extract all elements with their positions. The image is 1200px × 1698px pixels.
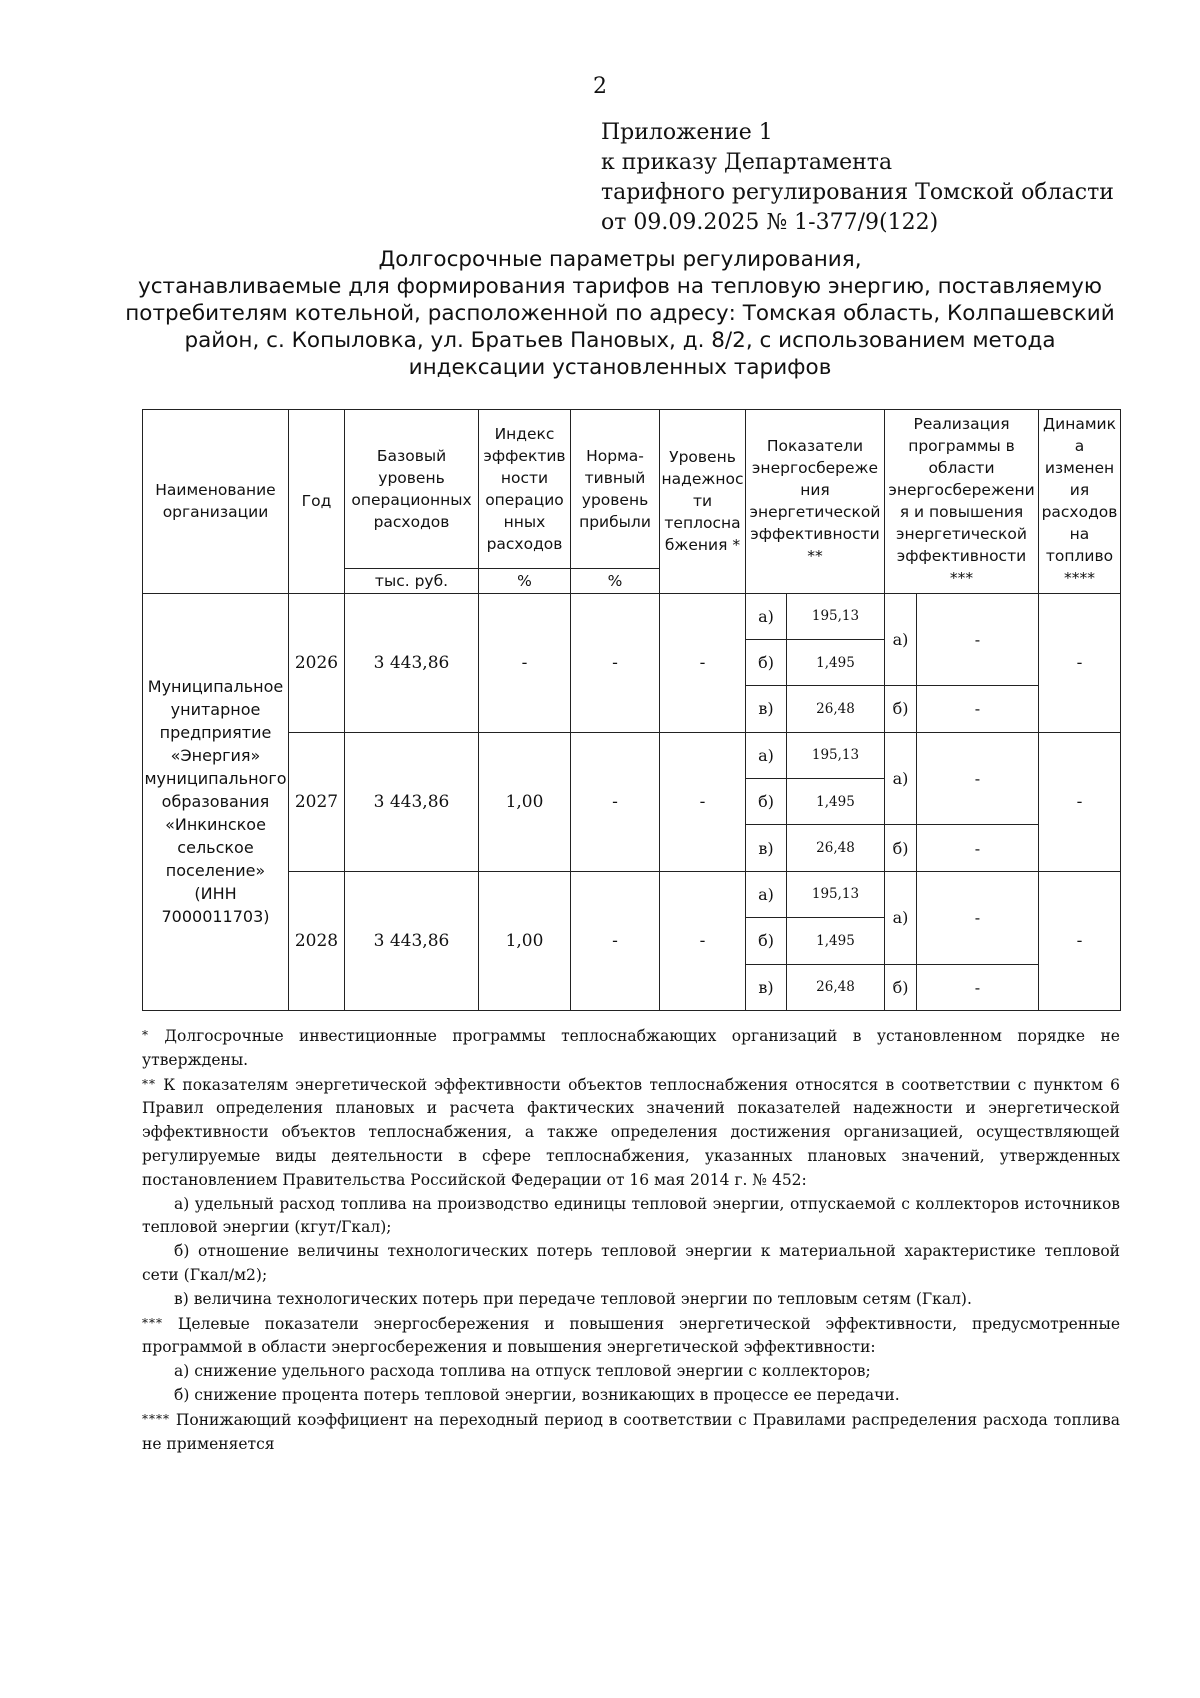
header-text xyxy=(1039,413,1120,589)
text-line: Базовый xyxy=(376,447,447,466)
text-line: Уровень xyxy=(669,448,736,467)
efficiency-index-cell: 1,00 xyxy=(479,871,571,1010)
text-line: энергосбереже xyxy=(751,459,879,478)
program-indicator-label: а) xyxy=(885,593,917,686)
program-indicator-value: - xyxy=(917,871,1039,964)
program-indicator-label: а) xyxy=(885,871,917,964)
footnote-text: Понижающий коэффициент на переходный период в соответствии с Правилами распределения расхода топлива не применяется xyxy=(142,1410,1120,1453)
unit-profit: % xyxy=(571,569,660,593)
organization-cell xyxy=(143,593,289,1010)
text-line: надежнос xyxy=(661,470,744,489)
base-opex-cell: 3 443,86 xyxy=(345,871,479,1010)
appendix-line: Приложение 1 xyxy=(601,120,773,145)
energy-indicator-label: а) xyxy=(746,593,787,639)
text-line: 7000011703) xyxy=(161,907,270,927)
text-line: **** xyxy=(1064,569,1095,588)
text-line: ния xyxy=(800,481,830,500)
header-energy-indicators xyxy=(746,410,885,594)
text-line: области xyxy=(928,459,995,478)
text-line: энергетической xyxy=(896,525,1027,544)
program-indicator-value: - xyxy=(917,732,1039,825)
energy-indicator-label: в) xyxy=(746,964,787,1010)
footnote-2b: б) отношение величины технологических потерь тепловой энергии к материальной характеристике тепловой сети (Гкал/м2); xyxy=(142,1242,1120,1284)
text-line: бжения * xyxy=(664,536,741,555)
text-line: *** xyxy=(949,569,974,588)
text-line: расходов xyxy=(1041,503,1118,522)
profit-level-cell: - xyxy=(571,593,660,732)
appendix-line: к приказу Департамента xyxy=(601,150,893,175)
unit-base: тыс. руб. xyxy=(345,569,479,593)
appendix-line: от 09.09.2025 № 1-377/9(122) xyxy=(601,210,939,235)
reliability-cell: - xyxy=(660,593,746,732)
energy-indicator-value: 1,495 xyxy=(787,918,885,964)
program-indicator-value: - xyxy=(917,593,1039,686)
footnote-3 xyxy=(142,1312,1120,1361)
table-row xyxy=(143,732,1121,778)
text-line: Норма- xyxy=(586,447,644,466)
tariff-parameters-table xyxy=(142,409,1121,1011)
appendix-block xyxy=(601,118,1114,238)
text-line: «Энергия» xyxy=(170,746,261,766)
title-line: потребителям котельной, расположенной по адресу: Томская область, Колпашевский xyxy=(125,301,1115,326)
text-line: эффективности xyxy=(896,547,1027,566)
text-line: на xyxy=(1069,525,1090,544)
footnote-4 xyxy=(142,1408,1120,1457)
text-line: а xyxy=(1074,437,1085,456)
year-cell: 2027 xyxy=(289,732,345,871)
energy-indicator-label: а) xyxy=(746,732,787,778)
header-program xyxy=(885,410,1039,594)
footnote-mark: *** xyxy=(142,1315,163,1330)
program-indicator-value: - xyxy=(917,964,1039,1010)
profit-level-cell: - xyxy=(571,871,660,1010)
text-line: Год xyxy=(301,492,332,511)
header-efficiency-index xyxy=(479,410,571,569)
text-line: тивный xyxy=(584,469,646,488)
text-line: (ИНН xyxy=(194,884,237,904)
header-text xyxy=(289,490,344,512)
organization-name xyxy=(143,675,288,928)
header-base-opex xyxy=(345,410,479,569)
footnote-text: Долгосрочные инвестиционные программы теплоснабжающих организаций в установленном порядке не утверждены. xyxy=(142,1027,1120,1069)
text-line: энергетической xyxy=(749,503,881,522)
text-line: организации xyxy=(162,503,269,522)
footnote-text: Целевые показатели энергосбережения и повышения энергетической эффективности, предусмотренные программой в области энергосбережения и повышения энергетической эффективности: xyxy=(142,1314,1120,1357)
document-title xyxy=(120,246,1120,381)
text-line: ти xyxy=(692,492,713,511)
header-profit-level xyxy=(571,410,660,569)
program-indicator-label: б) xyxy=(885,825,917,871)
text-line: «Инкинское xyxy=(165,815,266,835)
title-line: устанавливаемые для формирования тарифов на тепловую энергию, поставляемую xyxy=(138,274,1102,299)
appendix-line: тарифного регулирования Томской области xyxy=(601,180,1114,205)
energy-indicator-value: 26,48 xyxy=(787,964,885,1010)
table-row xyxy=(143,593,1121,639)
text-line: унитарное xyxy=(170,700,261,720)
unit-index: % xyxy=(479,569,571,593)
text-line: изменен xyxy=(1044,459,1115,478)
header-text xyxy=(660,446,745,556)
energy-indicator-label: б) xyxy=(746,779,787,825)
text-line: предприятие xyxy=(159,723,272,743)
text-line: поселение» xyxy=(165,861,266,881)
profit-level-cell: - xyxy=(571,732,660,871)
page-number: 2 xyxy=(593,74,607,99)
reliability-cell: - xyxy=(660,871,746,1010)
header-year xyxy=(289,410,345,594)
text-line: я и повышения xyxy=(899,503,1024,522)
footnote-text: К показателям энергетической эффективности объектов теплоснабжения относятся в соответствии с пунктом 6 Правил определения плановых и расчета фактических значений показателей надежности и энергетической эффективности объектов теплоснабжения, а также определения достижения организацией, осуществляющей регулируемые виды деятельности в сфере теплоснабжения, указанных плановых значений, утвержденных постановлением Правительства Российской Федерации от 16 мая 2014 г. № 452: xyxy=(142,1075,1120,1189)
text-line: расходов xyxy=(486,535,563,554)
energy-indicator-value: 26,48 xyxy=(787,825,885,871)
title-line: Долгосрочные параметры регулирования, xyxy=(378,247,862,272)
text-line: прибыли xyxy=(579,513,651,532)
header-fuel-dynamics xyxy=(1039,410,1121,594)
fuel-dynamics-cell: - xyxy=(1039,871,1121,1010)
footnote-3b: б) снижение процента потерь тепловой энергии, возникающих в процессе ее передачи. xyxy=(174,1385,900,1404)
text-line: Наименование xyxy=(155,481,276,500)
footnote-mark: ** xyxy=(142,1076,156,1091)
energy-indicator-label: б) xyxy=(746,918,787,964)
header-text xyxy=(345,445,478,533)
text-line: ия xyxy=(1069,481,1090,500)
footnote-mark: **** xyxy=(142,1411,170,1426)
text-line: уровень xyxy=(581,491,649,510)
text-line: Муниципальное xyxy=(147,677,284,697)
text-line: Динамик xyxy=(1043,415,1116,434)
program-indicator-label: а) xyxy=(885,732,917,825)
energy-indicator-label: в) xyxy=(746,825,787,871)
text-line: энергосбережени xyxy=(888,481,1035,500)
efficiency-index-cell: - xyxy=(479,593,571,732)
footnotes xyxy=(142,1024,1120,1456)
energy-indicator-value: 195,13 xyxy=(787,871,885,917)
fuel-dynamics-cell: - xyxy=(1039,593,1121,732)
energy-indicator-value: 195,13 xyxy=(787,732,885,778)
header-organization xyxy=(143,410,289,594)
text-line: топливо xyxy=(1045,547,1114,566)
text-line: ности xyxy=(500,469,549,488)
text-line: эффективности xyxy=(750,525,880,544)
base-opex-cell: 3 443,86 xyxy=(345,593,479,732)
program-indicator-value: - xyxy=(917,825,1039,871)
text-line: теплосна xyxy=(664,514,741,533)
efficiency-index-cell: 1,00 xyxy=(479,732,571,871)
reliability-cell: - xyxy=(660,732,746,871)
header-reliability xyxy=(660,410,746,594)
text-line: Реализация xyxy=(913,415,1010,434)
footnote-mark: * xyxy=(142,1028,149,1042)
energy-indicator-value: 1,495 xyxy=(787,779,885,825)
header-text xyxy=(746,435,884,567)
text-line: образования xyxy=(161,792,270,812)
footnote-3a: а) снижение удельного расхода топлива на отпуск тепловой энергии с коллекторов; xyxy=(174,1362,871,1381)
table-row xyxy=(143,871,1121,917)
header-text xyxy=(571,445,659,533)
text-line: расходов xyxy=(373,513,450,532)
footnote-2a: а) удельный расход топлива на производство единицы тепловой энергии, отпускаемой с коллекторов источников тепловой энергии (кгут/Гкал); xyxy=(142,1194,1120,1237)
year-cell: 2028 xyxy=(289,871,345,1010)
energy-indicator-value: 1,495 xyxy=(787,639,885,685)
energy-indicator-label: а) xyxy=(746,871,787,917)
energy-indicator-label: б) xyxy=(746,639,787,685)
title-line: район, с. Копыловка, ул. Братьев Пановых, д. 8/2, с использованием метода xyxy=(184,328,1056,353)
program-indicator-label: б) xyxy=(885,964,917,1010)
energy-indicator-label: в) xyxy=(746,686,787,732)
text-line: Индекс xyxy=(494,425,555,444)
header-text xyxy=(885,413,1038,589)
energy-indicator-value: 26,48 xyxy=(787,686,885,732)
header-text xyxy=(479,423,570,555)
year-cell: 2026 xyxy=(289,593,345,732)
table-body xyxy=(143,593,1121,1010)
text-line: Показатели xyxy=(766,437,864,456)
footnote-1 xyxy=(142,1024,1120,1073)
footnote-2c: в) величина технологических потерь при передаче тепловой энергии по тепловым сетям (Гкал). xyxy=(174,1289,972,1308)
text-line: ** xyxy=(807,547,823,566)
text-line: сельское xyxy=(177,838,254,858)
fuel-dynamics-cell: - xyxy=(1039,732,1121,871)
text-line: операционных xyxy=(351,491,472,510)
program-indicator-value: - xyxy=(917,686,1039,732)
footnote-2 xyxy=(142,1073,1120,1193)
text-line: уровень xyxy=(378,469,445,488)
header-text xyxy=(143,479,288,523)
text-line: муниципального xyxy=(144,769,287,789)
text-line: эффектив xyxy=(483,447,566,466)
energy-indicator-value: 195,13 xyxy=(787,593,885,639)
title-line: индексации установленных тарифов xyxy=(408,355,832,380)
program-indicator-label: б) xyxy=(885,686,917,732)
text-line: программы в xyxy=(908,437,1015,456)
base-opex-cell: 3 443,86 xyxy=(345,732,479,871)
text-line: нных xyxy=(503,513,546,532)
text-line: операцио xyxy=(485,491,564,510)
